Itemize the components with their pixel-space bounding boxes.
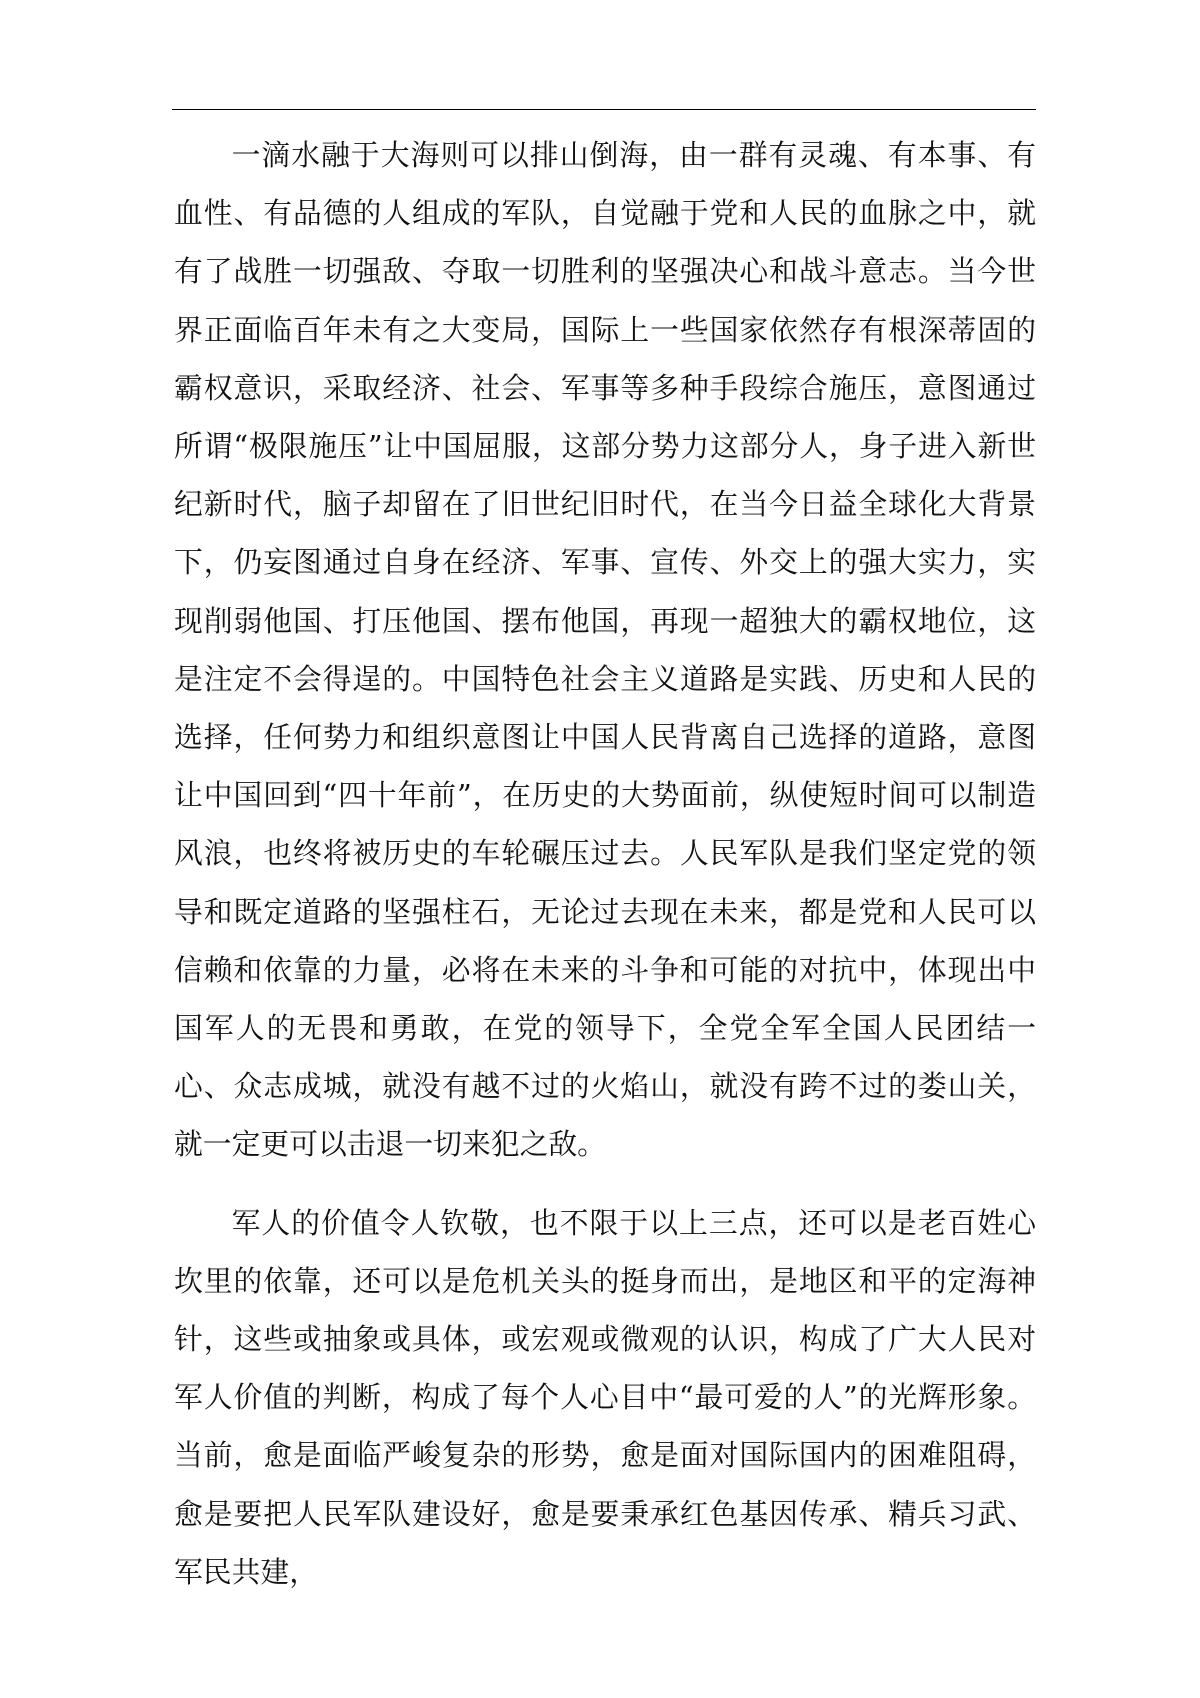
paragraph-1: 一滴水融于大海则可以排山倒海，由一群有灵魂、有本事、有血性、有品德的人组成的军队，自觉融于党和人民的血脉之中，就有了战胜一切强敌、夺取一切胜利的坚强决心和战斗意志。当今世界正面临百年未有之大变局，国际上一些国家依然存有根深蒂固的霸权意识，采取经济、社会、军事等多种手段综合施压，意图通过所谓“极限施压”让中国屈服，这部分势力这部分人，身子进入新世纪新时代，脑子却留在了旧世纪旧时代，在当今日益全球化大背景下，仍妄图通过自身在经济、军事、宣传、外交上的强大实力，实现削弱他国、打压他国、摆布他国，再现一超独大的霸权地位，这是注定不会得逞的。中国特色社会主义道路是实践、历史和人民的选择，任何势力和组织意图让中国人民背离自己选择的道路，意图让中国回到“四十年前”，在历史的大势面前，纵使短时间可以制造风浪，也终将被历史的车轮碾压过去。人民军队是我们坚定党的领导和既定道路的坚强柱石，无论过去现在未来，都是党和人民可以信赖和依靠的力量，必将在未来的斗争和可能的对抗中，体现出中国军人的无畏和勇敢，在党的领导下，全党全军全国人民团结一心、众志成城，就没有越不过的火焰山，就没有跨不过的娄山关，就一定更可以击退一切来犯之敌。 [174,138,1036,1162]
paragraph-2: 军人的价值令人钦敬，也不限于以上三点，还可以是老百姓心坎里的依靠，还可以是危机关头的挺身而出，是地区和平的定海神针，这些或抽象或具体，或宏观或微观的认识，构成了广大人民对军人价值的判断，构成了每个人心目中“最可爱的人”的光辉形象。当前，愈是面临严峻复杂的形势，愈是面对国际国内的困难阻碍，愈是要把人民军队建设好，愈是要秉承红色基因传承、精兵习武、军民共建， [174,1205,1036,1589]
header-rule [172,109,1036,110]
body-text [174,126,1036,1601]
